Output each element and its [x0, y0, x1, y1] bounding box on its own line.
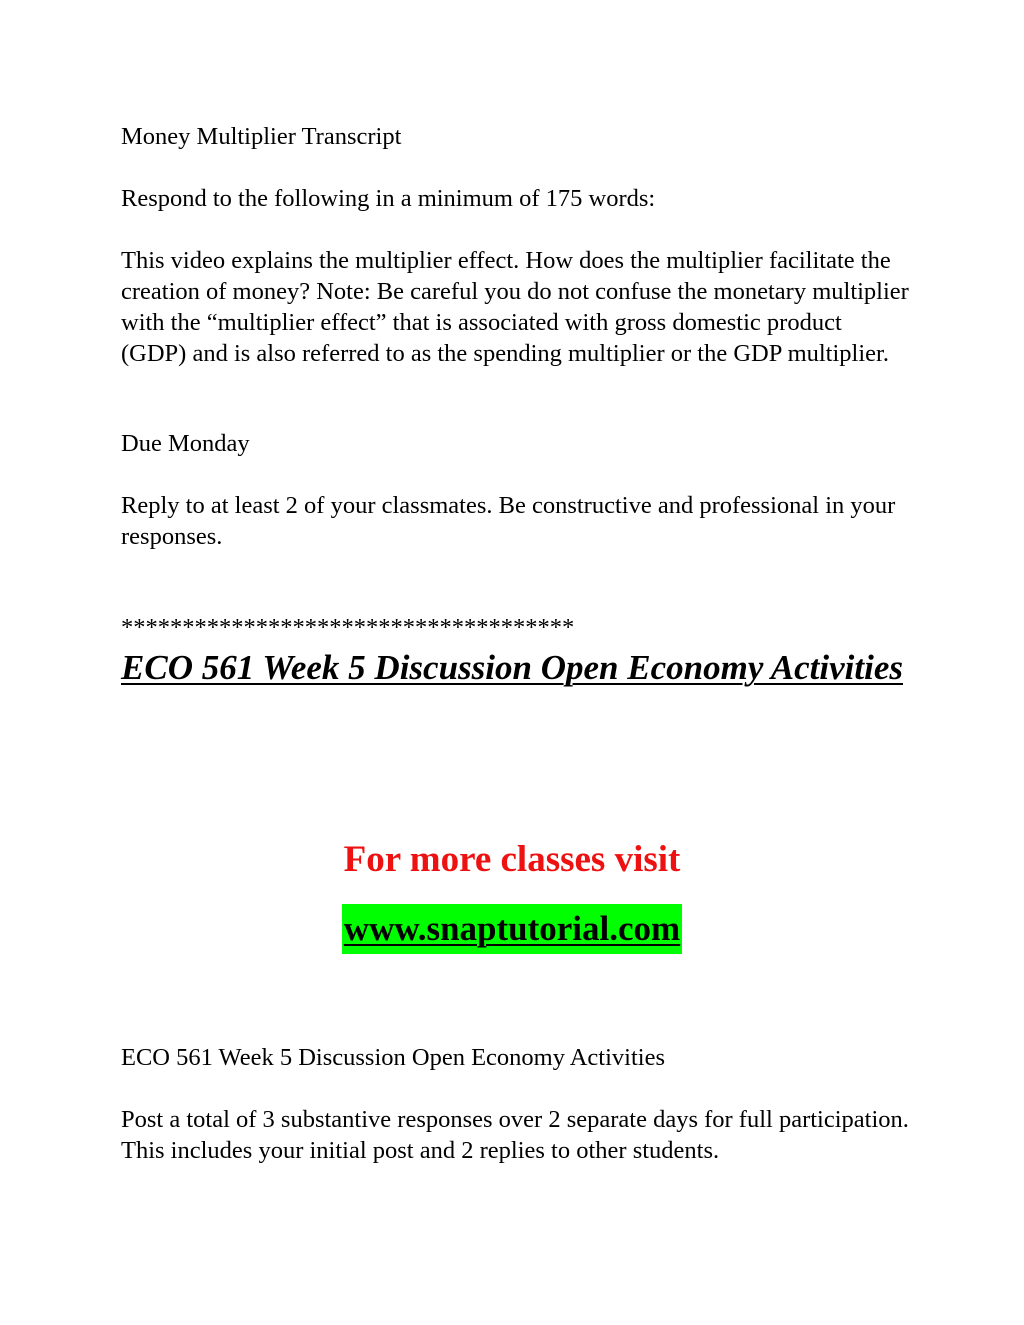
promo-text: For more classes visit [343, 839, 681, 880]
due-date-text: Due Monday [121, 430, 250, 457]
instruction-text: Respond to the following in a minimum of 175 words: [121, 185, 656, 212]
transcript-title: Money Multiplier Transcript [121, 123, 402, 150]
reply-instruction: Reply to at least 2 of your classmates. Be constructive and professional in your responses. [121, 492, 896, 550]
section-body: Post a total of 3 substantive responses over 2 separate days for full participation. This includes your initial post and 2 replies to other students. [121, 1106, 909, 1164]
question-paragraph: This video explains the multiplier effect. How does the multiplier facilitate the creation of money? Note: Be careful you do not confuse the monetary multiplier with the “multiplier effect” that is associated with gross domestic product (GDP) and is also referred to as the spending multiplier or the GDP multiplier. [121, 247, 909, 367]
course-heading: ECO 561 Week 5 Discussion Open Economy Activities [121, 648, 903, 687]
promo-link-container [0, 904, 1024, 954]
asterisk-separator: ************************************* [121, 614, 575, 641]
website-link[interactable]: www.snaptutorial.com [342, 904, 682, 954]
section-title: ECO 561 Week 5 Discussion Open Economy Activities [121, 1044, 666, 1071]
